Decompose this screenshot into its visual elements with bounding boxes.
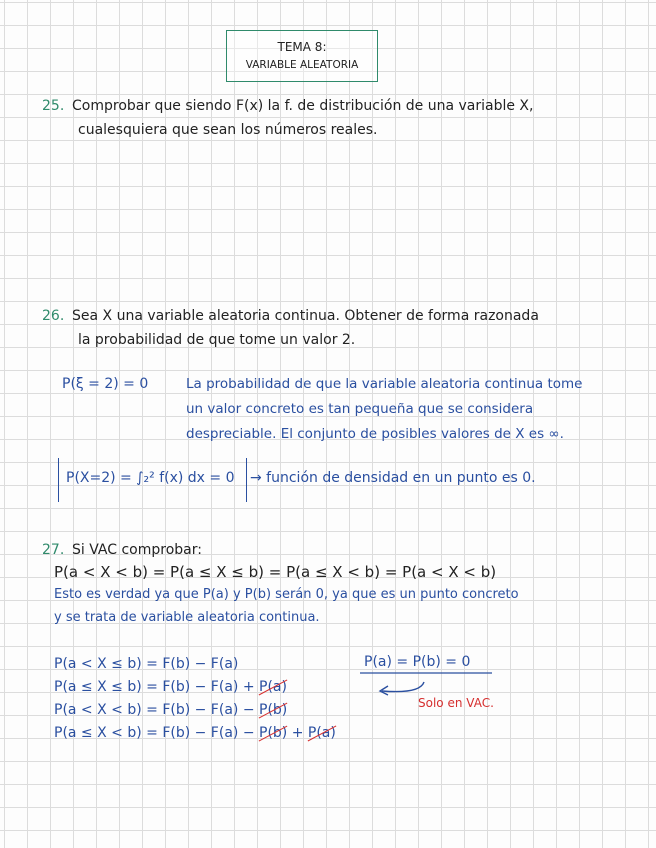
q26-answer-line-2: un valor concreto es tan pequeña que se considera	[186, 401, 534, 417]
q27-eq-1: P(a < X ≤ b) = F(b) − F(a)	[54, 656, 239, 672]
q27-eq-4-crossed-2: P(a)	[307, 725, 336, 741]
q26-line-1: Sea X una variable aleatoria continua. Obtener de forma razonada	[72, 308, 539, 324]
q27-eq-3-crossed: P(b)	[259, 702, 288, 718]
q26-formula: P(X=2) = ∫₂² f(x) dx = 0	[66, 470, 235, 486]
q27-eq-4-crossed-1: P(b)	[259, 725, 288, 741]
q26-answer-left: P(ξ = 2) = 0	[62, 376, 149, 392]
q27-answer-line-1: Esto es verdad ya que P(a) y P(b) serán 0, ya que es un punto concreto	[54, 587, 519, 602]
q26-line-2: la probabilidad de que tome un valor 2.	[78, 332, 356, 348]
title-line-1: TEMA 8:	[277, 40, 327, 54]
q27-eq-4-main: P(a ≤ X < b) = F(b) − F(a) −	[54, 725, 259, 741]
q27-side-note: Solo en VAC.	[418, 696, 494, 710]
q27-side-equation: P(a) = P(b) = 0	[364, 654, 471, 670]
q25-number: 25.	[42, 98, 65, 114]
q26-answer-line-3: despreciable. El conjunto de posibles valores de X es ∞.	[186, 426, 564, 442]
q27-eq-2-crossed: P(a)	[259, 679, 287, 695]
q27-answer-line-2: y se trata de variable aleatoria continua.	[54, 610, 320, 625]
q25-line-2: cualesquiera que sean los números reales.	[78, 122, 378, 138]
q27-number: 27.	[42, 542, 65, 558]
curved-arrow-icon	[382, 682, 424, 692]
q27-line-2: P(a < X < b) = P(a ≤ X ≤ b) = P(a ≤ X < b) = P(a < X < b)	[54, 563, 497, 581]
q25-line-1: Comprobar que siendo F(x) la f. de distribución de una variable X,	[72, 98, 534, 114]
q26-formula-note: → función de densidad en un punto es 0.	[250, 470, 536, 486]
q26-number: 26.	[42, 308, 65, 324]
q27-eq-3-main: P(a < X < b) = F(b) − F(a) −	[54, 702, 259, 718]
q27-line-1: Si VAC comprobar:	[72, 542, 202, 558]
title-line-2: VARIABLE ALEATORIA	[245, 59, 359, 71]
q27-eq-2-main: P(a ≤ X ≤ b) = F(b) − F(a) +	[54, 679, 259, 695]
q26-answer-line-1: La probabilidad de que la variable aleatoria continua tome	[186, 376, 583, 392]
q27-eq-4-plus: +	[287, 725, 308, 741]
